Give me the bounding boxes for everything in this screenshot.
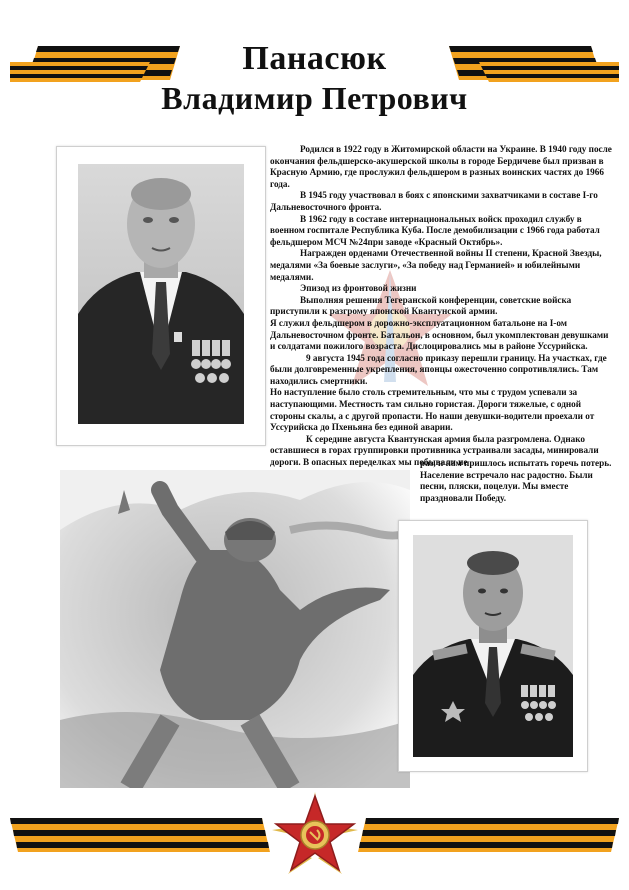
bio-paragraph-3: В 1962 году в составе интернациональных войск проходил службу в военном госпитале Республика Куба. После демобилизации с 1966 года работал фельдшером МСЧ №24при заводе «Красный Октябрь».	[270, 213, 600, 247]
title-surname: Панасюк	[242, 40, 387, 77]
bio-paragraph-11: раз, и нам пришлось испытать горечь потерь. Население встречало нас радостно. Были песни, пляски, поцелуи. Мы вместе праздновали Победу.	[420, 458, 612, 503]
episode-heading: Эпизод из фронтовой жизни	[300, 283, 417, 294]
biography-text	[270, 144, 614, 469]
portrait-photo	[78, 164, 244, 424]
bio-paragraph-9: Но наступление было столь стремительным, что мы с трудом успевали за наступающими. Местность там сильно гористая. Дороги тяжелые, с одной стороны скалы, а с другой пропасти. Но наши девушки-водители проехали от Уссурийска до Пхеньяна без единой аварии.	[270, 387, 595, 433]
portrait-photo-image	[78, 164, 244, 424]
st-george-ribbon-bottom-right	[358, 818, 619, 852]
bio-paragraph-4: Награжден орденами Отечественной войны II степени, Красной Звезды, медалями «За боевые заслуги», «За победу над Германией» и юбилейными медалями.	[270, 248, 602, 282]
st-george-ribbon-bottom-left	[10, 818, 270, 852]
bio-paragraph-6: Выполняя решения Тегеранской конференции, советские войска приступили к разгрому японской Квантунской армии.	[270, 294, 572, 317]
portrait-photo-frame	[56, 146, 266, 446]
uniform-portrait-image	[413, 535, 573, 757]
war-scene-photo	[60, 470, 410, 788]
title-full-name: Владимир Петрович	[161, 80, 468, 116]
war-scene-image	[60, 470, 410, 788]
ribbon-bottom-right-graphic	[358, 818, 619, 852]
order-of-patriotic-war-icon	[270, 790, 360, 880]
biography-text-continued	[420, 458, 616, 504]
uniform-portrait-frame	[398, 520, 588, 772]
bio-paragraph-8: 9 августа 1945 года согласно приказу перешли границу. На участках, где были долговременные укрепления, японцы ожесточенно сопротивлялись. Там находились смертники.	[270, 352, 607, 386]
uniform-portrait-photo	[413, 535, 573, 757]
bio-paragraph-7: Я служил фельдшером в дорожно-эксплуатационном батальоне на I-ом Дальневосточном фронте. Батальон, в основном, был укомплектован девушками и солдатами пожилого возраста. Дислоцировались мы в районе Уссурийска.	[270, 317, 609, 352]
bio-paragraph-2: В 1945 году участвовал в боях с японскими захватчиками в составе I-го Дальневосточного фронта.	[270, 190, 598, 212]
bio-paragraph-1: Родился в 1922 году в Житомирской области на Украине. В 1940 году после окончания фельдшерско-акушерской школы в городе Бердичеве был призван в Красную Армию, где прослужил фельдшером в разных воинских частях до 1966 года.	[270, 144, 612, 189]
order-emblem-graphic	[270, 790, 360, 880]
bio-paragraph-10: К середине августа Квантунская армия была разгромлена. Однако оставшиеся в горах группировки противника устраивали засады, минировали дороги. В опасных переделках мы побывали не	[270, 433, 599, 468]
ribbon-bottom-left-graphic	[10, 818, 270, 852]
